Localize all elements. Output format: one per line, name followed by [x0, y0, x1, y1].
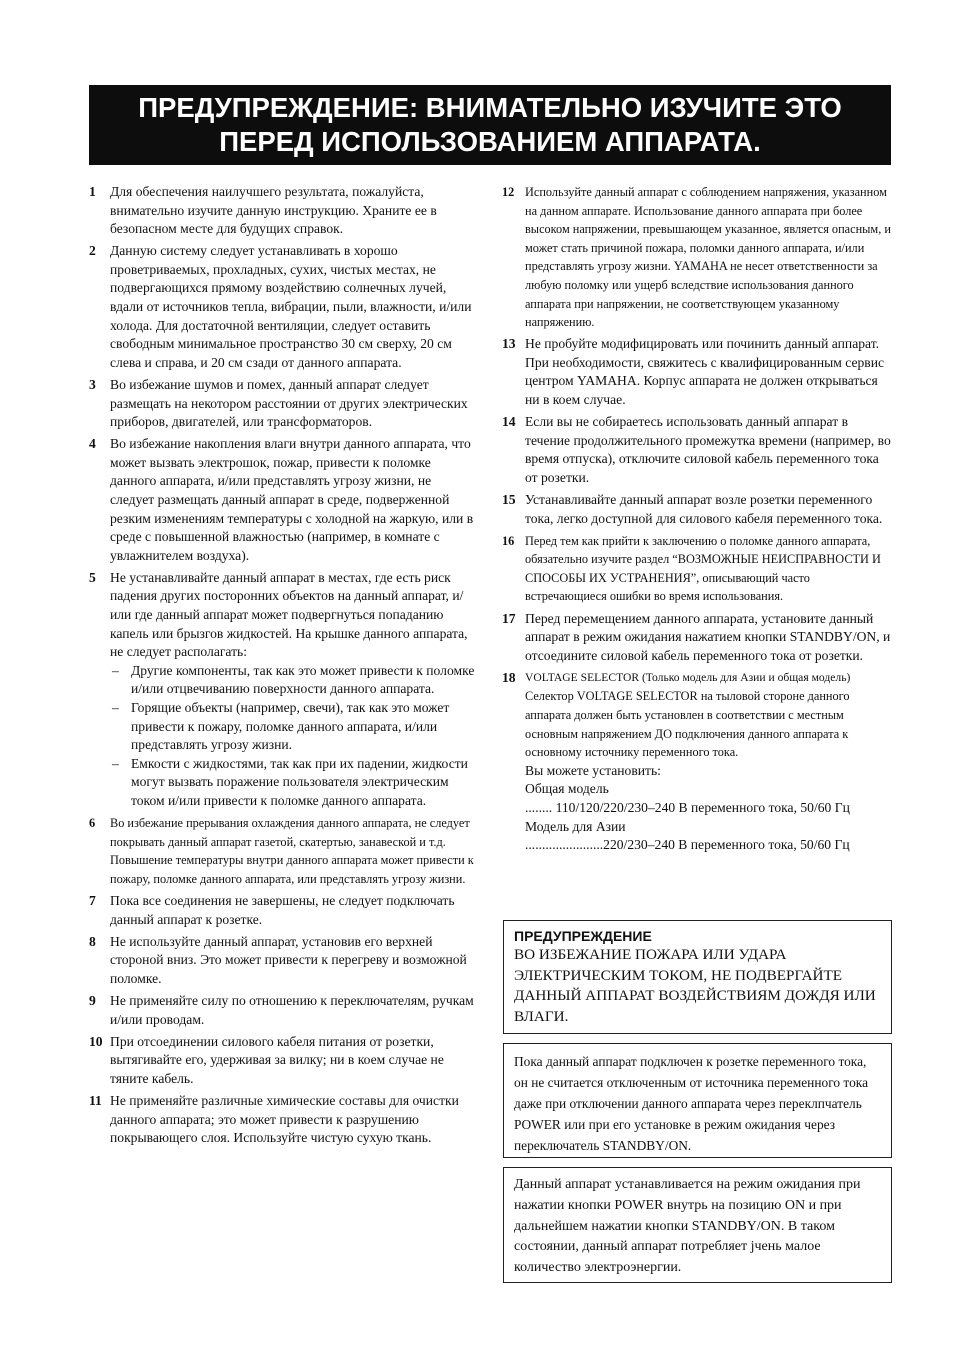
list-item-4: 4 Во избежание накопления влаги внутри данного аппарата, что может вызвать электрошок, пожар, привести к поломке данного аппарата, и/или представлять угрозу жизни, не следует размещать данный аппарат в среде, подверженной резким изменениям температуры с холодной на жаркую, или в среде с повышенной влажностью (например, в комнате с увлажнителем воздуха).: [89, 435, 477, 565]
list-item-12: 12 Используйте данный аппарат с соблюдением напряжения, указанном на данном аппарате. Использование данного аппарата при более высоком напряжении, превышающем указанное, является опасным, и может стать причиной пожара, поломки данного аппарата, и/или представлять угрозу жизни. YAMAHA не несет ответственности за любую поломку или ущерб вследствие использования данного аппарата при напряжении, не соответствующем указанному напряжению.: [502, 183, 894, 332]
voltage-line: Общая модель: [525, 781, 609, 797]
voltage-line: .......................220/230–240 В переменного тока, 50/60 Гц: [525, 837, 850, 853]
item-text: Во избежание накопления влаги внутри данного аппарата, что может вызвать электрошок, пожар, привести к поломке данного аппарата, и/или представлять угрозу жизни, не следует размещать данный аппарат в среде, подверженной резким изменениям температуры с холодной на жаркую, или в среде с повышенной влажностью (например, в комнате с увлажнителем воздуха).: [110, 436, 474, 563]
item-text: Не применяйте силу по отношению к переключателям, ручкам и/или проводам.: [110, 992, 474, 1027]
note-box-power: [503, 1043, 892, 1158]
item-text: Не устанавливайте данный аппарат в местах, где есть риск падения других посторонних объектов на данный аппарат, и/или где данный аппарат может подвергнуться попаданию капель или брызгов жидкостей. На крышке данного аппарата, не следует располагать:: [110, 569, 468, 660]
warning-banner: [89, 85, 891, 165]
voltage-line: ........ 110/120/220/230–240 В переменного тока, 50/60 Гц: [525, 800, 850, 815]
list-item-7: 7 Пока все соединения не завершены, не следует подключать данный аппарат к розетке.: [89, 892, 477, 929]
list-item-3: 3 Во избежание шумов и помех, данный аппарат следует размещать на некотором расстоянии от других электрических приборов, двигателей, или трансформаторов.: [89, 376, 477, 432]
warning-heading: ПРЕДУПРЕЖДЕНИЕ: [514, 928, 652, 944]
warning-text: ВО ИЗБЕЖАНИЕ ПОЖАРА ИЛИ УДАРА ЭЛЕКТРИЧЕСКИМ ТОКОМ, НЕ ПОДВЕРГАЙТЕ ДАННЫЙ АППАРАТ ВОЗДЕЙСТВИЯМ ДОЖДЯ ИЛИ ВЛАГИ.: [514, 946, 876, 1025]
item-text: При отсоединении силового кабеля питания от розетки, вытягивайте его, удерживая за вилку; ни в коем случае не тяните кабель.: [110, 1033, 444, 1086]
list-item-14: 14 Если вы не собираетесь использовать данный аппарат в течение продолжительного промежутка времени (например, во время отпуска), отключите силовой кабель переменного тока от розетки.: [502, 413, 894, 487]
item-text: Во избежание шумов и помех, данный аппарат следует размещать на некотором расстоянии от других электрических приборов, двигателей, или трансформаторов.: [110, 376, 468, 430]
list-item-1: 1 Для обеспечения наилучшего результата, пожалуйста, внимательно изучите данную инструкцию. Храните ее в безопасном месте для будущих справок.: [89, 183, 477, 239]
note-text: Данный аппарат устанавливается на режим ожидания при нажатии кнопки POWER внутрь на позицию ON и при дальнейшем нажатии кнопки STANDBY/ON. В таком состоянии, данный аппарат потребляет јчень малое количество электроэнергии.: [514, 1177, 861, 1276]
list-item-5: 5 Не устанавливайте данный аппарат в местах, где есть риск падения других посторонних объектов на данный аппарат, и/или где данный аппарат может подвергнуться попаданию капель или брызгов жидкостей. На крышке данного аппарата, не следует располагать: – Другие компоненты, так как это может привести к поломке и/или отцвечиванию поверхности данного аппарата. – Горящие объекты (например, свечи), так как это может привести к пожару, поломке данного аппарата, и/или представлять угрозу жизни. – Емкости с жидкостями, так как при их падении, жидкости могут вызвать поражение пользователя электрическим током и/или привести к поломке данного аппарата.: [89, 569, 477, 811]
note-box-standby: [503, 1167, 892, 1283]
list-item-9: 9 Не применяйте силу по отношению к переключателям, ручкам и/или проводам.: [89, 992, 477, 1029]
warning-box: [503, 920, 892, 1034]
voltage-selector-heading: VOLTAGE SELECTOR (Только модель для Азии и общая модель): [525, 670, 851, 684]
item-text: Используйте данный аппарат с соблюдением напряжения, указанном на данном аппарате. Использование данного аппарата при более высоком напряжении, превышающем указанное, является опасным, и может стать причиной пожара, поломки данного аппарата, и/или представлять угрозу жизни. YAMAHA не несет ответственности за любую поломку или ущерб вследствие использования данного аппарата при напряжении, не соответствующем указанному напряжению.: [525, 185, 891, 330]
sub-item: – Горящие объекты (например, свечи), так как это может привести к пожару, поломке данного аппарата, и/или представлять угрозу жизни.: [112, 700, 450, 753]
list-item-2: 2 Данную систему следует устанавливать в хорошо проветриваемых, прохладных, сухих, чистых местах, не подвергающихся прямому воздействию солнечных лучей, вдали от источников тепла, вибрации, пыли, влажности, и/или холода. Для достаточной вентиляции, следует оставить свободным минимальное пространство 30 см сверху, 20 см слева и справа, и 20 см сзади от данного аппарата.: [89, 242, 477, 372]
list-item-10: 10 При отсоединении силового кабеля питания от розетки, вытягивайте его, удерживая за вилку; ни в коем случае не тяните кабель.: [89, 1033, 477, 1089]
list-item-6: 6 Во избежание прерывания охлаждения данного аппарата, не следует покрывать данный аппарат газетой, скатертью, занавеской и т.д. Повышение температуры внутри данного аппарата может привести к пожару, поломке данного аппарата, или представлять угрозу жизни.: [89, 814, 477, 888]
banner-title-line2: ПЕРЕД ИСПОЛЬЗОВАНИЕМ АППАРАТА.: [219, 126, 761, 157]
item-text: Во избежание прерывания охлаждения данного аппарата, не следует покрывать данный аппарат газетой, скатертью, занавеской и т.д. Повышение температуры внутри данного аппарата может привести к пожару, поломке данного аппарата, или представлять угрозу жизни.: [110, 816, 474, 886]
list-item-17: 17 Перед перемещением данного аппарата, установите данный аппарат в режим ожидания нажатием кнопки STANDBY/ON, и отсоедините силовой кабель переменного тока от розетки.: [502, 610, 894, 666]
left-column: [89, 183, 477, 1151]
sub-item: – Другие компоненты, так как это может привести к поломке и/или отцвечиванию поверхности данного аппарата.: [112, 662, 475, 697]
item-text: Перед тем как прийти к заключению о поломке данного аппарата, обязательно изучите раздел “ВОЗМОЖНЫЕ НЕИСПРАВНОСТИ И СПОСОБЫ ИХ УСТРАНЕНИЯ”, описывающий часто встречающиеся ошибки во время использования.: [525, 533, 881, 604]
banner-title-line1: ПРЕДУПРЕЖДЕНИЕ: ВНИМАТЕЛЬНО ИЗУЧИТЕ ЭТО: [138, 92, 842, 123]
list-item-13: 13 Не пробуйте модифицировать или починить данный аппарат. При необходимости, свяжитесь с квалифицированным сервис центром YAMAHA. Корпус аппарата не должен открываться ни в коем случае.: [502, 335, 894, 409]
note-text: Пока данный аппарат подключен к розетке переменного тока, он не считается отключенным от источника переменного тока даже при отключении данного аппарата через переклпчатель POWER или при его установке в режим ожидания через переключатель STANDBY/ON.: [514, 1054, 869, 1153]
item-text: Данную систему следует устанавливать в хорошо проветриваемых, прохладных, сухих, чистых местах, не подвергающихся прямому воздействию солнечных лучей, вдали от источников тепла, вибрации, пыли, влажности, и/или холода. Для достаточной вентиляции, следует оставить свободным минимальное пространство 30 см сверху, 20 см слева и справа, и 20 см сзади от данного аппарата.: [110, 243, 472, 370]
item-text: Для обеспечения наилучшего результата, пожалуйста, внимательно изучите данную инструкцию. Храните ее в безопасном месте для будущих справок.: [110, 184, 437, 237]
voltage-line: Вы можете установить:: [525, 762, 661, 778]
item-text: Если вы не собираетесь использовать данный аппарат в течение продолжительного промежутка времени (например, во время отпуска), отключите силовой кабель переменного тока от розетки.: [525, 414, 891, 485]
item-text: Устанавливайте данный аппарат возле розетки переменного тока, легко доступной для силового кабеля переменного тока.: [525, 492, 883, 526]
list-item-15: 15 Устанавливайте данный аппарат возле розетки переменного тока, легко доступной для силового кабеля переменного тока.: [502, 491, 894, 528]
item-text: Не используйте данный аппарат, установив его верхней стороной вниз. Это может привести к перегреву и возможной поломке.: [110, 933, 467, 986]
list-item-11: 11 Не применяйте различные химические составы для очистки данного аппарата; это может привести к разрушению покрывающего слоя. Используйте чистую сухую ткань.: [89, 1092, 477, 1148]
item-text: Не пробуйте модифицировать или починить данный аппарат. При необходимости, свяжитесь с квалифицированным сервис центром YAMAHA. Корпус аппарата не должен открываться ни в коем случае.: [525, 336, 885, 408]
voltage-line: Модель для Азии: [525, 818, 626, 834]
right-column: [502, 183, 894, 858]
item-text: Пока все соединения не завершены, не следует подключать данный аппарат к розетке.: [110, 892, 455, 927]
voltage-selector-body: Селектор VOLTAGE SELECTOR на тыловой стороне данного аппарата должен быть установлен в соответствии с местным основным напряжением ДО подключения данного аппарата к основному источнику переменного тока.: [525, 689, 850, 760]
list-item-18: 18 VOLTAGE SELECTOR (Только модель для Азии и общая модель) Селектор VOLTAGE SELECTOR на тыловой стороне данного аппарата должен быть установлен в соответствии с местным основным напряжением ДО подключения данного аппарата к основному источнику переменного тока. Вы можете установить: Общая модель ........ 110/120/220/230–240 В переменного тока, 50/60 Гц Модель для Азии .......................220/230–240 В переменного тока, 50/60 Гц: [502, 669, 894, 855]
item-text: Перед перемещением данного аппарата, установите данный аппарат в режим ожидания нажатием кнопки STANDBY/ON, и отсоедините силовой кабель переменного тока от розетки.: [525, 610, 891, 663]
list-item-8: 8 Не используйте данный аппарат, установив его верхней стороной вниз. Это может привести к перегреву и возможной поломке.: [89, 933, 477, 989]
sub-item: – Емкости с жидкостями, так как при их падении, жидкости могут вызвать поражение пользователя электрическим током и/или привести к поломке данного аппарата.: [112, 755, 468, 808]
item-text: Не применяйте различные химические составы для очистки данного аппарата; это может привести к разрушению покрывающего слоя. Используйте чистую сухую ткань.: [110, 1092, 459, 1146]
list-item-16: 16 Перед тем как прийти к заключению о поломке данного аппарата, обязательно изучите раздел “ВОЗМОЖНЫЕ НЕИСПРАВНОСТИ И СПОСОБЫ ИХ УСТРАНЕНИЯ”, описывающий часто встречающиеся ошибки во время использования.: [502, 532, 894, 606]
